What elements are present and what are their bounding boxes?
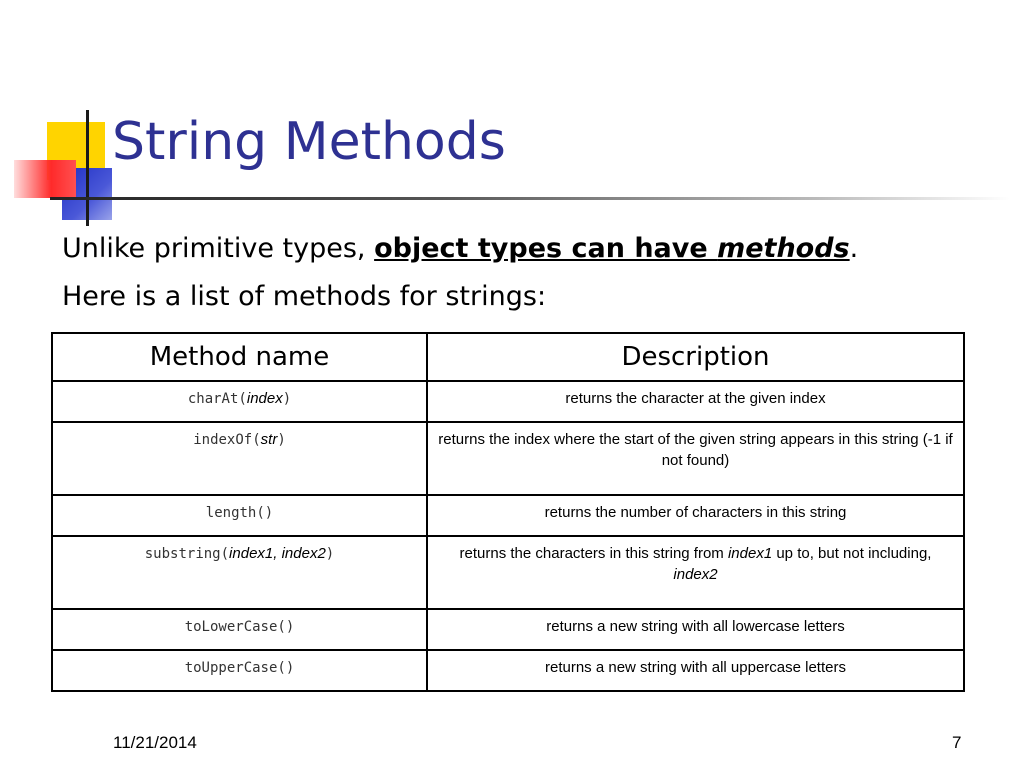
slide-title: String Methods <box>112 112 506 172</box>
description-text: returns the characters in this string from <box>459 545 728 562</box>
method-args: index1, index2 <box>229 545 326 562</box>
method-close: ) <box>282 391 292 407</box>
table-row <box>52 536 964 609</box>
method-close: ) <box>325 546 335 562</box>
string-methods-table <box>51 332 965 692</box>
method-code: toUpperCase() <box>184 660 295 676</box>
description-text: returns the number of characters in this string <box>544 504 847 521</box>
intro-prefix: Unlike primitive types, <box>62 233 375 264</box>
intro-emphasis <box>374 233 850 264</box>
method-cell <box>52 536 427 609</box>
description-arg: index1 <box>727 545 773 562</box>
method-code: length() <box>205 505 274 521</box>
description-cell <box>427 536 964 609</box>
description-cell <box>427 422 964 495</box>
page-number: 7 <box>952 733 962 752</box>
description-text: up to, but not including, <box>772 545 932 562</box>
description-cell <box>427 650 964 691</box>
description-text: returns a new string with all uppercase letters <box>545 659 846 676</box>
method-args: str <box>260 431 278 448</box>
table-row <box>52 609 964 650</box>
method-cell <box>52 650 427 691</box>
method-code: charAt( <box>187 391 247 407</box>
table-row <box>52 422 964 495</box>
logo-red-square <box>14 160 76 198</box>
description-cell <box>427 609 964 650</box>
description-text: returns the character at the given index <box>565 390 826 407</box>
method-code: toLowerCase() <box>184 619 295 635</box>
table-header-row <box>52 333 964 381</box>
intro-line <box>62 233 858 264</box>
intro-emphasis-italic: methods <box>717 233 850 264</box>
method-cell <box>52 495 427 536</box>
description-cell <box>427 495 964 536</box>
footer-date: 11/21/2014 <box>113 733 197 752</box>
method-args: index <box>246 390 283 407</box>
description-text: returns a new string with all lowercase letters <box>546 618 845 635</box>
method-code: indexOf( <box>193 432 261 448</box>
method-code: substring( <box>144 546 230 562</box>
header-description: Description <box>427 333 964 381</box>
method-cell <box>52 381 427 422</box>
table-row <box>52 495 964 536</box>
header-method-name: Method name <box>52 333 427 381</box>
method-cell <box>52 422 427 495</box>
description-arg: index2 <box>673 566 718 583</box>
table-row <box>52 381 964 422</box>
logo-vertical-line <box>86 110 89 226</box>
description-cell <box>427 381 964 422</box>
description-text: returns the index where the start of the given string appears in this string (-1 if not found) <box>438 431 953 469</box>
subtitle-line: Here is a list of methods for strings: <box>62 281 547 312</box>
method-close: ) <box>277 432 286 448</box>
table-row <box>52 650 964 691</box>
title-underline <box>50 197 1010 200</box>
intro-emphasis-text: object types can have <box>374 233 718 264</box>
method-cell <box>52 609 427 650</box>
intro-suffix: . <box>849 233 859 264</box>
